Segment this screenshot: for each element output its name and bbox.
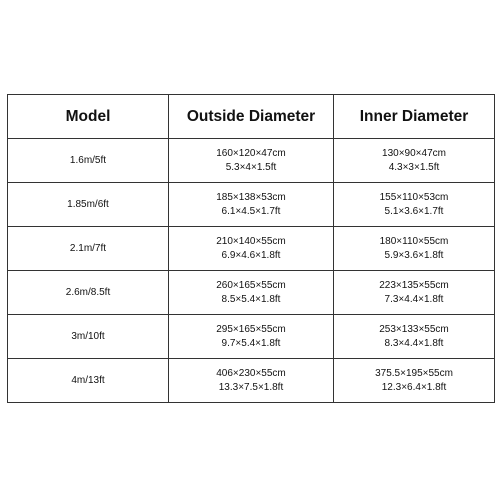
outside-diameter-ft: 6.9×4.6×1.8ft <box>221 249 281 261</box>
model-cell: 3m/10ft <box>8 315 169 359</box>
outside-diameter-cm: 210×140×55cm <box>216 235 286 247</box>
table-row <box>8 315 495 359</box>
inner-diameter-cell <box>334 183 495 227</box>
outside-diameter-cm: 260×165×55cm <box>216 279 286 291</box>
inner-diameter-cell <box>334 315 495 359</box>
inner-diameter-cm: 130×90×47cm <box>382 147 446 159</box>
inner-diameter-cm: 180×110×55cm <box>379 235 449 247</box>
inner-diameter-ft: 8.3×4.4×1.8ft <box>384 337 444 349</box>
table-row <box>8 227 495 271</box>
inner-diameter-cell <box>334 359 495 403</box>
size-table <box>7 94 495 403</box>
outside-diameter-cell <box>169 183 334 227</box>
inner-diameter-ft: 12.3×6.4×1.8ft <box>381 381 447 393</box>
outside-diameter-cell <box>169 227 334 271</box>
outside-diameter-cm: 185×138×53cm <box>216 191 286 203</box>
inner-diameter-ft: 5.1×3.6×1.7ft <box>384 205 444 217</box>
outside-diameter-cm: 160×120×47cm <box>216 147 286 159</box>
inner-diameter-cell <box>334 227 495 271</box>
outside-diameter-ft: 6.1×4.5×1.7ft <box>221 205 281 217</box>
inner-diameter-cm: 223×135×55cm <box>379 279 449 291</box>
outside-diameter-cm: 295×165×55cm <box>216 323 286 335</box>
inner-diameter-ft: 7.3×4.4×1.8ft <box>384 293 444 305</box>
table-row <box>8 359 495 403</box>
model-cell: 1.85m/6ft <box>8 183 169 227</box>
outside-diameter-cell <box>169 271 334 315</box>
inner-diameter-cell <box>334 139 495 183</box>
inner-diameter-cell <box>334 271 495 315</box>
inner-diameter-cm: 253×133×55cm <box>379 323 449 335</box>
table-row <box>8 183 495 227</box>
model-cell: 4m/13ft <box>8 359 169 403</box>
header-inner-diameter: Inner Diameter <box>334 95 495 139</box>
outside-diameter-ft: 5.3×4×1.5ft <box>225 161 277 173</box>
outside-diameter-ft: 8.5×5.4×1.8ft <box>221 293 281 305</box>
inner-diameter-ft: 4.3×3×1.5ft <box>388 161 440 173</box>
model-cell: 2.1m/7ft <box>8 227 169 271</box>
outside-diameter-cell <box>169 139 334 183</box>
inner-diameter-cm: 155×110×53cm <box>379 191 449 203</box>
outside-diameter-cell <box>169 359 334 403</box>
outside-diameter-ft: 13.3×7.5×1.8ft <box>218 381 284 393</box>
inner-diameter-cm: 375.5×195×55cm <box>375 367 453 379</box>
outside-diameter-ft: 9.7×5.4×1.8ft <box>221 337 281 349</box>
table-header-row <box>8 95 495 139</box>
table-row <box>8 271 495 315</box>
outside-diameter-cell <box>169 315 334 359</box>
inner-diameter-ft: 5.9×3.6×1.8ft <box>384 249 444 261</box>
header-outside-diameter: Outside Diameter <box>169 95 334 139</box>
outside-diameter-cm: 406×230×55cm <box>216 367 286 379</box>
header-model: Model <box>8 95 169 139</box>
model-cell: 1.6m/5ft <box>8 139 169 183</box>
model-cell: 2.6m/8.5ft <box>8 271 169 315</box>
table-row <box>8 139 495 183</box>
